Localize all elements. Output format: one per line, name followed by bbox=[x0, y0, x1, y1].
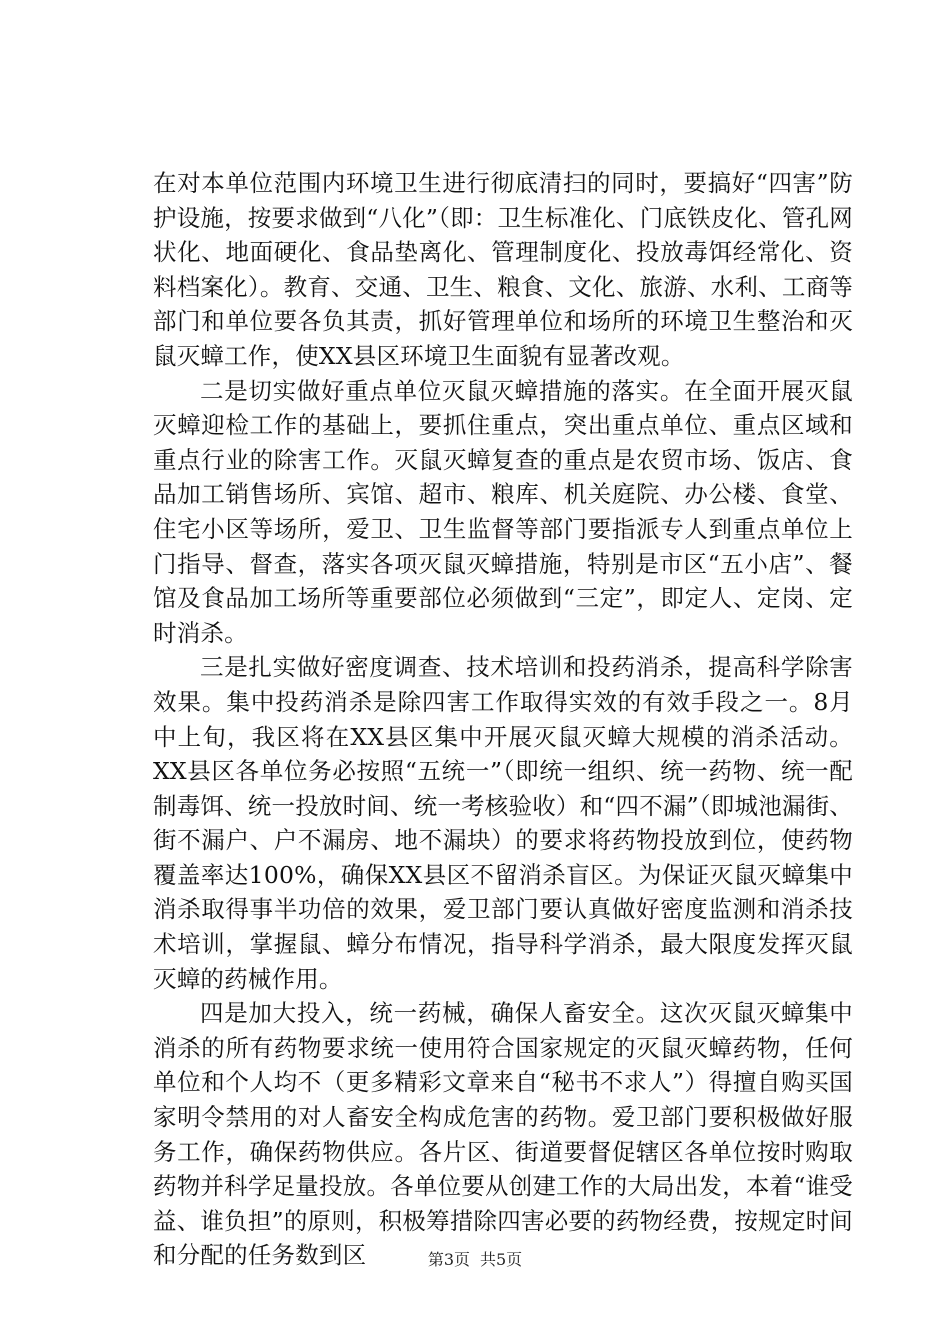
page-total: 共5页 bbox=[480, 1250, 523, 1269]
paragraph-1: 在对本单位范围内环境卫生进行彻底清扫的同时，要搞好“四害”防护设施，按要求做到“八化”（即：卫生标准化、门底铁皮化、管孔网状化、地面硬化、食品垫离化、管理制度化、投放毒饵经常化、资料档案化）。教育、交通、卫生、粮食、文化、旅游、水利、工商等部门和单位要各负其责，抓好管理单位和场所的环境卫生整治和灭鼠灭蟑工作，使XX县区环境卫生面貌有显著改观。 bbox=[153, 169, 853, 370]
paragraph-3: 三是扎实做好密度调查、技术培训和投药消杀，提高科学除害效果。集中投药消杀是除四害工作取得实效的有效手段之一。8月中上旬，我区将在XX县区集中开展灭鼠灭蟑大规模的消杀活动。XX县区各单位务必按照“五统一”（即统一组织、统一药物、统一配制毒饵、统一投放时间、统一考核验收）和“四不漏”（即城池漏街、街不漏户、户不漏房、地不漏块）的要求将药物投放到位，使药物覆盖率达100%，确保XX县区不留消杀盲区。为保证灭鼠灭蟑集中消杀取得事半功倍的效果，爱卫部门要认真做好密度监测和消杀技术培训，掌握鼠、蟑分布情况，指导科学消杀，最大限度发挥灭鼠灭蟑的药械作用。 bbox=[153, 653, 853, 993]
page-number: 第3页 bbox=[427, 1250, 470, 1269]
document-body bbox=[153, 166, 853, 1273]
paragraph-4: 四是加大投入，统一药械，确保人畜安全。这次灭鼠灭蟑集中消杀的所有药物要求统一使用符合国家规定的灭鼠灭蟑药物，任何单位和个人均不（更多精彩文章来自“秘书不求人”）得擅自购买国家明令禁用的对人畜安全构成危害的药物。爱卫部门要积极做好服务工作，确保药物供应。各片区、街道要督促辖区各单位按时购取药物并科学足量投放。各单位要从创建工作的大局出发，本着“谁受益、谁负担”的原则，积极筹措除四害必要的药物经费，按规定时间和分配的任务数到区 bbox=[153, 999, 853, 1270]
paragraph-2: 二是切实做好重点单位灭鼠灭蟑措施的落实。在全面开展灭鼠灭蟑迎检工作的基础上，要抓住重点，突出重点单位、重点区域和重点行业的除害工作。灭鼠灭蟑复查的重点是农贸市场、饭店、食品加工销售场所、宾馆、超市、粮库、机关庭院、办公楼、食堂、住宅小区等场所，爱卫、卫生监督等部门要指派专人到重点单位上门指导、督查，落实各项灭鼠灭蟑措施，特别是市区“五小店”、餐馆及食品加工场所等重要部位必须做到“三定”，即定人、定岗、定时消杀。 bbox=[153, 376, 853, 647]
page-footer bbox=[0, 1250, 950, 1270]
